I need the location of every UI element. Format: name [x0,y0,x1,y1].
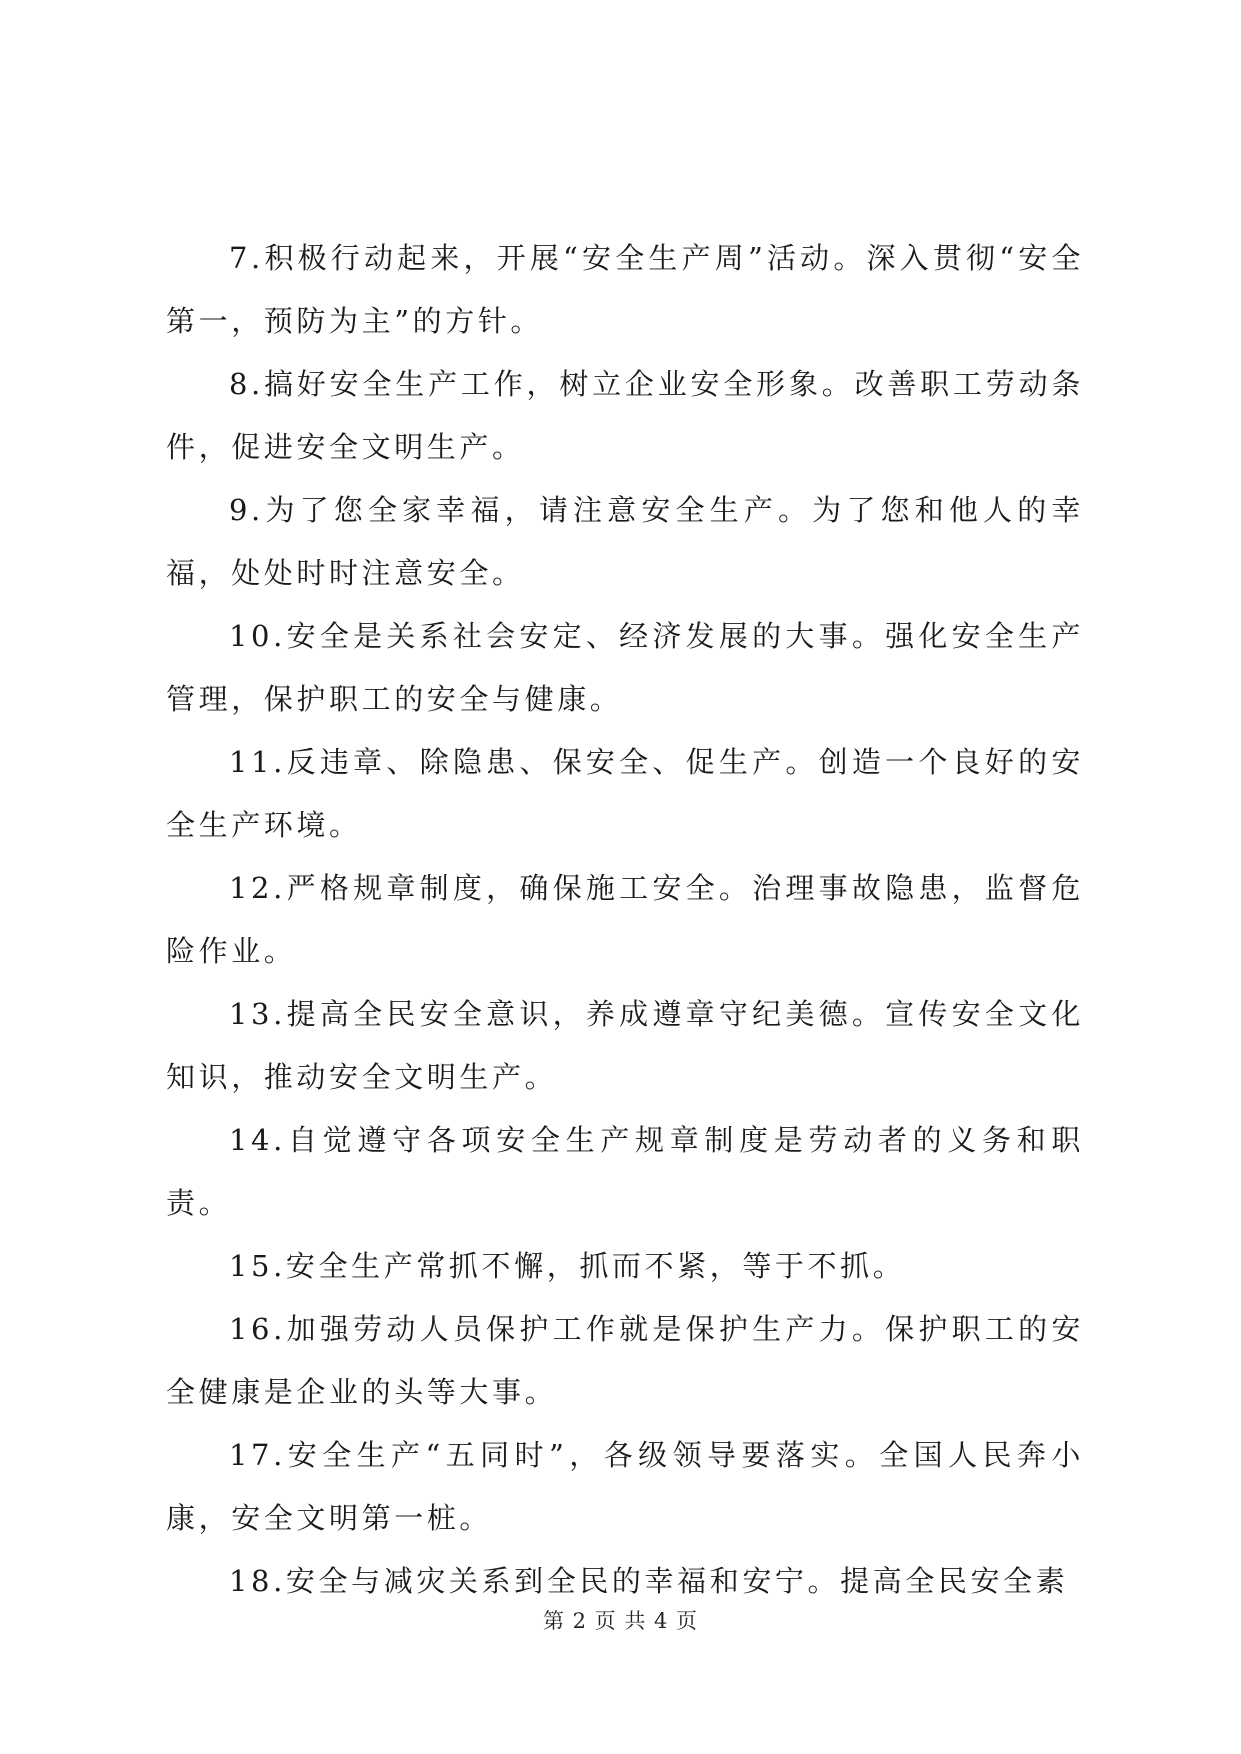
slogan-paragraph: 11.反违章、除隐患、保安全、促生产。创造一个良好的安全生产环境。 [166,745,1084,842]
slogan-paragraph: 18.安全与减灾关系到全民的幸福和安宁。提高全民安全素 [229,1564,1069,1598]
slogan-paragraph: 16.加强劳动人员保护工作就是保护生产力。保护职工的安全健康是企业的头等大事。 [166,1312,1084,1409]
slogan-paragraph: 10.安全是关系社会安定、经济发展的大事。强化安全生产管理，保护职工的安全与健康。 [166,619,1084,716]
slogan-paragraph: 17.安全生产“五同时”，各级领导要落实。全国人民奔小康，安全文明第一桩。 [166,1438,1084,1535]
document-body [166,227,1084,1613]
page-number-footer: 第 2 页 共 4 页 [542,1609,699,1633]
slogan-paragraph: 8.搞好安全生产工作，树立企业安全形象。改善职工劳动条件，促进安全文明生产。 [166,367,1084,464]
slogan-paragraph: 7.积极行动起来，开展“安全生产周”活动。深入贯彻“安全第一，预防为主”的方针。 [166,241,1084,338]
slogan-paragraph: 15.安全生产常抓不懈，抓而不紧，等于不抓。 [229,1249,906,1283]
slogan-paragraph: 14.自觉遵守各项安全生产规章制度是劳动者的义务和职责。 [166,1123,1084,1220]
slogan-paragraph: 13.提高全民安全意识，养成遵章守纪美德。宣传安全文化知识，推动安全文明生产。 [166,997,1084,1094]
slogan-paragraph: 9.为了您全家幸福，请注意安全生产。为了您和他人的幸福，处处时时注意安全。 [166,493,1084,590]
slogan-paragraph: 12.严格规章制度，确保施工安全。治理事故隐患，监督危险作业。 [166,871,1084,968]
